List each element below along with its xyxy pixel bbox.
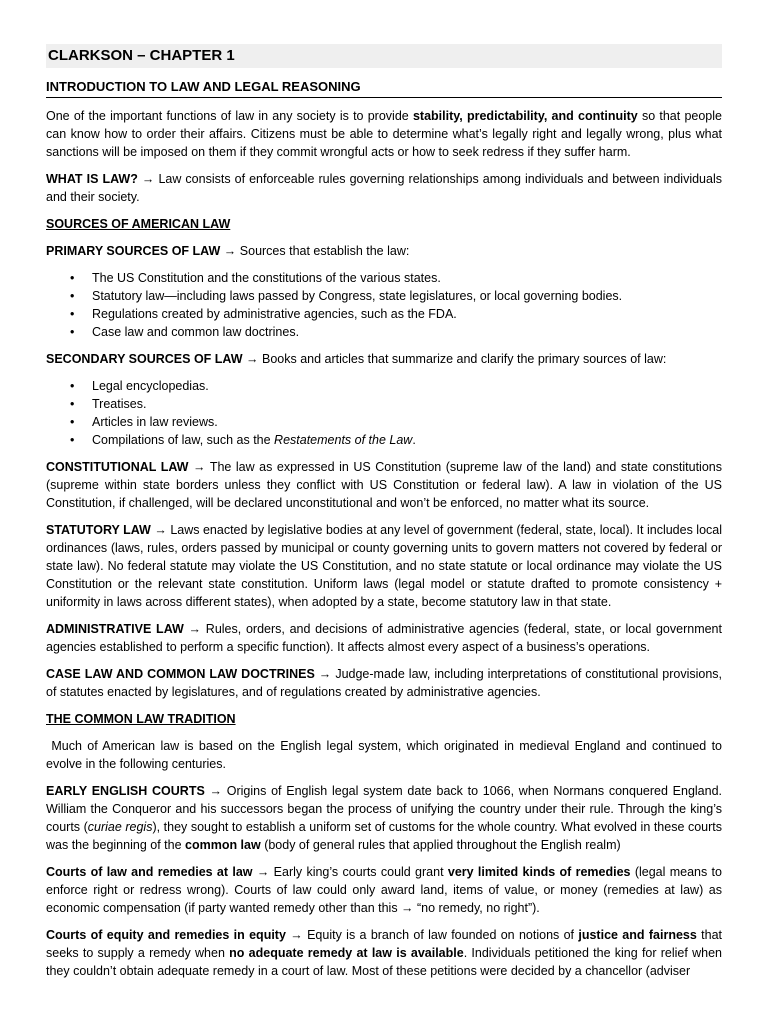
- list-item: • Treatises.: [92, 395, 722, 413]
- case-law-paragraph: CASE LAW AND COMMON LAW DOCTRINES → Judge-made law, including interpretations of constitutional provisions, of statutes enacted by legislatures, and of regulations created by administrative agencies.: [46, 667, 722, 699]
- arrow-icon: →: [150, 523, 171, 537]
- secondary-sources-paragraph: SECONDARY SOURCES OF LAW → Books and articles that summarize and clarify the primary sources of law:: [46, 352, 667, 366]
- list-item: • Legal encyclopedias.: [92, 377, 722, 395]
- document-subtitle: INTRODUCTION TO LAW AND LEGAL REASONING: [46, 78, 722, 98]
- list-item: • Regulations created by administrative agencies, such as the FDA.: [92, 305, 722, 323]
- arrow-icon: →: [252, 865, 274, 879]
- intro-paragraph: One of the important functions of law in any society is to provide stability, predictability, and continuity so that people can know how to order their affairs. Citizens must be able to determine what’s legally right and legally wrong, plus what sanctions will be imposed on them if they commit wrongful acts or how to seek redress if they suffer harm.: [46, 109, 722, 159]
- list-item: • The US Constitution and the constitutions of the various states.: [92, 269, 722, 287]
- statutory-law-paragraph: STATUTORY LAW → Laws enacted by legislative bodies at any level of government (federal, state, local). It includes local ordinances (laws, rules, orders passed by municipal or county governing units to govern matters not covered by federal or state law). No federal statute may violate the US Constitution, and no state statute or local ordinance may violate the US Constitution or the relevant state constitution. Uniform laws (legal model or statute drafted to promote consistency + uniformity in laws across different states), when adopted by a state, become statutory law in that state.: [46, 523, 723, 609]
- arrow-icon: →: [137, 172, 159, 186]
- sources-heading: SOURCES OF AMERICAN LAW: [46, 217, 231, 231]
- arrow-icon: →: [188, 460, 210, 474]
- list-item: • Statutory law—including laws passed by Congress, state legislatures, or local governing bodies.: [92, 287, 722, 305]
- common-law-intro-paragraph: Much of American law is based on the English legal system, which originated in medieval England and continued to evolve in the following centuries.: [46, 739, 726, 771]
- courts-of-law-paragraph: Courts of law and remedies at law → Early king’s courts could grant very limited kinds of remedies (legal means to enforce right or redress wrong). Courts of law could only award land, items of value, or money (remedies at law) as economic compensation (if party wanted remedy other than this → “no remedy, no right”).: [46, 865, 722, 915]
- primary-sources-list: [46, 269, 722, 341]
- list-item: • Case law and common law doctrines.: [92, 323, 722, 341]
- common-law-heading: THE COMMON LAW TRADITION: [46, 712, 236, 726]
- early-courts-paragraph: EARLY ENGLISH COURTS → Origins of English legal system date back to 1066, when Normans conquered England. William the Conqueror and his successors began the process of unifying the country under their rule. Through the king’s courts (curiae regis), they sought to establish a uniform set of customs for the whole country. What evolved in these courts was the beginning of the common law (body of general rules that applied throughout the English realm): [46, 784, 722, 852]
- arrow-icon: →: [242, 352, 262, 366]
- arrow-icon: →: [204, 784, 227, 798]
- arrow-icon: →: [220, 244, 240, 258]
- primary-sources-paragraph: PRIMARY SOURCES OF LAW → Sources that establish the law:: [46, 244, 410, 258]
- constitutional-law-paragraph: CONSTITUTIONAL LAW → The law as expressed in US Constitution (supreme law of the land) and state constitutions (supreme within state borders unless they conflict with US Constitution or federal law). A law in violation of the US Constitution, if challenged, will be declared unconstitutional and won’t be enforced, no matter what its source.: [46, 460, 722, 510]
- what-is-law-label: WHAT IS LAW?: [46, 172, 138, 186]
- list-item: • Articles in law reviews.: [92, 413, 722, 431]
- document-title: CLARKSON – CHAPTER 1: [46, 44, 722, 68]
- administrative-law-paragraph: ADMINISTRATIVE LAW → Rules, orders, and decisions of administrative agencies (federal, state, or local government agencies established to perform a specific function). It affects almost every aspect of a business’s operations.: [46, 622, 722, 654]
- what-is-law-paragraph: WHAT IS LAW? → Law consists of enforceable rules governing relationships among individuals and between individuals and their society.: [46, 172, 722, 204]
- courts-of-equity-paragraph: Courts of equity and remedies in equity → Equity is a branch of law founded on notions of justice and fairness that seeks to supply a remedy when no adequate remedy at law is available. Individuals petitioned the king for relief when they couldn’t obtain adequate remedy in a court of law. Most of these petitions were decided by a chancellor (adviser: [46, 928, 722, 978]
- secondary-sources-list: [46, 377, 722, 449]
- arrow-icon: →: [314, 667, 336, 681]
- arrow-icon: →: [183, 622, 206, 636]
- arrow-icon: →: [285, 928, 308, 942]
- list-item: • Compilations of law, such as the Restatements of the Law.: [92, 431, 722, 449]
